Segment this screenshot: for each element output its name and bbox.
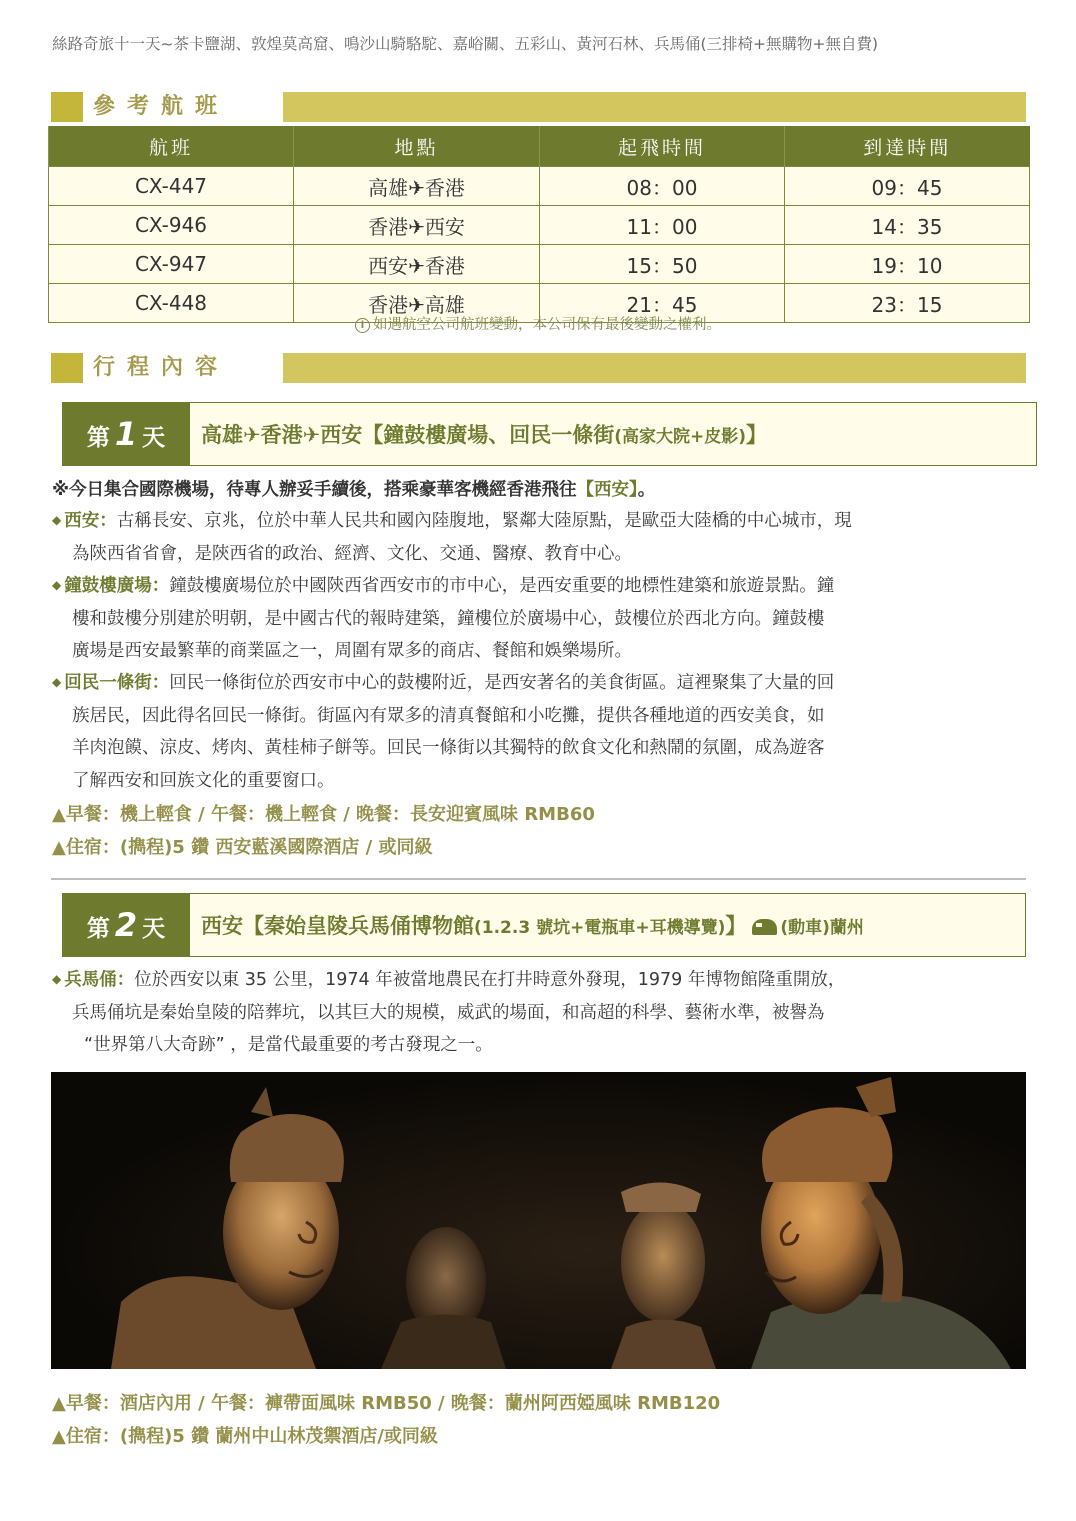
col-header-flight: 航班 (49, 126, 294, 167)
flight-route: 香港✈西安 (294, 206, 540, 245)
depart-time: 11：00 (540, 206, 785, 245)
arrive-time: 19：10 (785, 245, 1030, 284)
item-term: 兵馬俑： (64, 970, 135, 990)
day2-header (62, 893, 1026, 957)
day-title-main: 西安【秦始皇陵兵馬俑博物館 (201, 914, 474, 938)
item-text: 古稱長安、京兆，位於中華人民共和國內陸腹地，緊鄰大陸原點，是歐亞大陸橋的中心城市，現 (116, 511, 852, 531)
day-title-note: (1.2.3 號坑+電瓶車+耳機導覽) (474, 918, 726, 938)
section-marker (51, 92, 83, 122)
diamond-bullet-icon: ◆ (52, 675, 62, 689)
day-title-end: 】 (746, 423, 767, 447)
day1-meals: ▲早餐：機上輕食 / 午餐：機上輕食 / 晚餐：長安迎賓風味 RMB60 (52, 804, 595, 825)
day1-hotel: ▲住宿：(擕程)5 鑽 西安藍溪國際酒店 / 或同級 (52, 837, 433, 858)
flights-header-row (49, 126, 1030, 167)
terracotta-warriors-photo (51, 1072, 1026, 1369)
table-row (49, 206, 1030, 245)
arrive-time: 14：35 (785, 206, 1030, 245)
itinerary-section-title: 行程內容 (83, 353, 283, 383)
flight-number: CX-946 (49, 206, 294, 245)
day-transport: (動車)蘭州 (780, 918, 864, 938)
item-text: 樓和鼓樓分別建於明朝，是中國古代的報時建築，鐘樓位於廣場中心，鼓樓位於西北方向。鐘鼓樓 (72, 608, 825, 629)
diamond-bullet-icon: ◆ (52, 972, 62, 986)
day-title-main: 高雄✈香港✈西安【鐘鼓樓廣場、回民一條街 (201, 423, 615, 447)
flight-number: CX-447 (49, 167, 294, 206)
item-term: 鐘鼓樓廣場： (64, 576, 170, 596)
arrive-time: 23：15 (785, 284, 1030, 323)
item-term: 西安： (64, 511, 117, 531)
table-row (49, 245, 1030, 284)
item-term: 回民一條街： (64, 673, 170, 693)
day1-header (62, 402, 1037, 466)
day1-item-xian (52, 504, 1027, 570)
flight-route: 高雄✈香港 (294, 167, 540, 206)
flight-note-text: 如遇航空公司航班變動，本公司保有最後變動之權利。 (373, 317, 721, 333)
flights-section-header (51, 92, 1026, 122)
day-number: 2 (114, 906, 138, 944)
day-suffix: 天 (142, 916, 166, 942)
intro-end: 。 (637, 480, 656, 500)
item-text: 兵馬俑坑是秦始皇陵的陪葬坑，以其巨大的規模，威武的場面，和高超的科學、藝術水準，被譽為 (72, 1002, 825, 1023)
day1-item-bell-drum (52, 569, 1027, 668)
day-prefix: 第 (86, 916, 110, 942)
itinerary-section-header (51, 353, 1026, 383)
day1-title (201, 403, 767, 469)
col-header-route: 地點 (294, 126, 540, 167)
item-text: 廣場是西安最繁華的商業區之一，周圍有眾多的商店、餐館和娛樂場所。 (72, 641, 632, 661)
flight-number: CX-448 (49, 284, 294, 323)
day-suffix: 天 (142, 425, 166, 451)
intro-text: ※今日集合國際機場，待專人辦妥手續後，搭乘豪華客機經香港飛往 (52, 480, 577, 500)
item-text: 鐘鼓樓廣場位於中國陝西省西安市的市中心，是西安重要的地標性建築和旅遊景點。鐘 (169, 576, 835, 596)
divider (51, 878, 1026, 880)
terracotta-warriors-illustration (51, 1072, 1026, 1369)
day2-hotel: ▲住宿：(擕程)5 鑽 蘭州中山林茂禦酒店/或同級 (52, 1426, 438, 1447)
col-header-depart: 起飛時間 (540, 126, 785, 167)
flight-change-note (0, 313, 1076, 334)
day-title-end: 】 (725, 914, 747, 938)
section-marker (51, 353, 83, 383)
day1-item-muslim-street (52, 666, 1027, 797)
trip-title: 絲路奇旅十一天~茶卡鹽湖、敦煌莫高窟、鳴沙山騎駱駝、嘉峪關、五彩山、黃河石林、兵馬俑(三排椅+無購物+無自費) (52, 35, 879, 53)
diamond-bullet-icon: ◆ (52, 513, 62, 527)
flight-route: 西安✈香港 (294, 245, 540, 284)
day1-intro (52, 476, 655, 501)
info-icon: i (355, 318, 370, 333)
flights-table (48, 126, 1030, 323)
depart-time: 21：45 (540, 284, 785, 323)
flight-route: 香港✈高雄 (294, 284, 540, 323)
day-title-note: (高家大院+皮影) (614, 427, 746, 447)
item-text: “世界第八大奇跡” ，是當代最重要的考古發現之一。 (84, 1035, 493, 1055)
day-prefix: 第 (86, 425, 110, 451)
item-text: 回民一條街位於西安市中心的鼓樓附近，是西安著名的美食街區。這裡聚集了大量的回 (169, 673, 835, 693)
arrive-time: 09：45 (785, 167, 1030, 206)
day1-badge (62, 402, 190, 466)
day2-badge (62, 893, 190, 957)
diamond-bullet-icon: ◆ (52, 578, 62, 592)
col-header-arrive: 到達時間 (785, 126, 1030, 167)
item-text: 位於西安以東 35 公里，1974 年被當地農民在打井時意外發現，1979 年博物館隆重開放， (134, 970, 846, 990)
day2-meals: ▲早餐：酒店內用 / 午餐：褲帶面風味 RMB50 / 晚餐：蘭州阿西婭風味 RMB120 (52, 1393, 721, 1414)
flights-section-title: 參考航班 (83, 92, 283, 122)
intro-highlight: 【西安】 (576, 480, 638, 500)
depart-time: 08：00 (540, 167, 785, 206)
item-text: 了解西安和回族文化的重要窗口。 (72, 770, 335, 791)
depart-time: 15：50 (540, 245, 785, 284)
day-number: 1 (114, 415, 138, 453)
item-text: 羊肉泡饃、涼皮、烤肉、黃桂柿子餅等。回民一條街以其獨特的飲食文化和熱鬧的氛圍，成為遊客 (72, 738, 825, 758)
train-icon (752, 919, 777, 935)
day2-title (201, 894, 864, 960)
item-text: 為陝西省省會，是陝西省的政治、經濟、文化、交通、醫療、教育中心。 (72, 543, 632, 564)
flight-number: CX-947 (49, 245, 294, 284)
table-row (49, 167, 1030, 206)
item-text: 族居民，因此得名回民一條街。街區內有眾多的清真餐館和小吃攤，提供各種地道的西安美食，如 (72, 705, 825, 726)
day2-item-terracotta (52, 963, 1027, 1062)
